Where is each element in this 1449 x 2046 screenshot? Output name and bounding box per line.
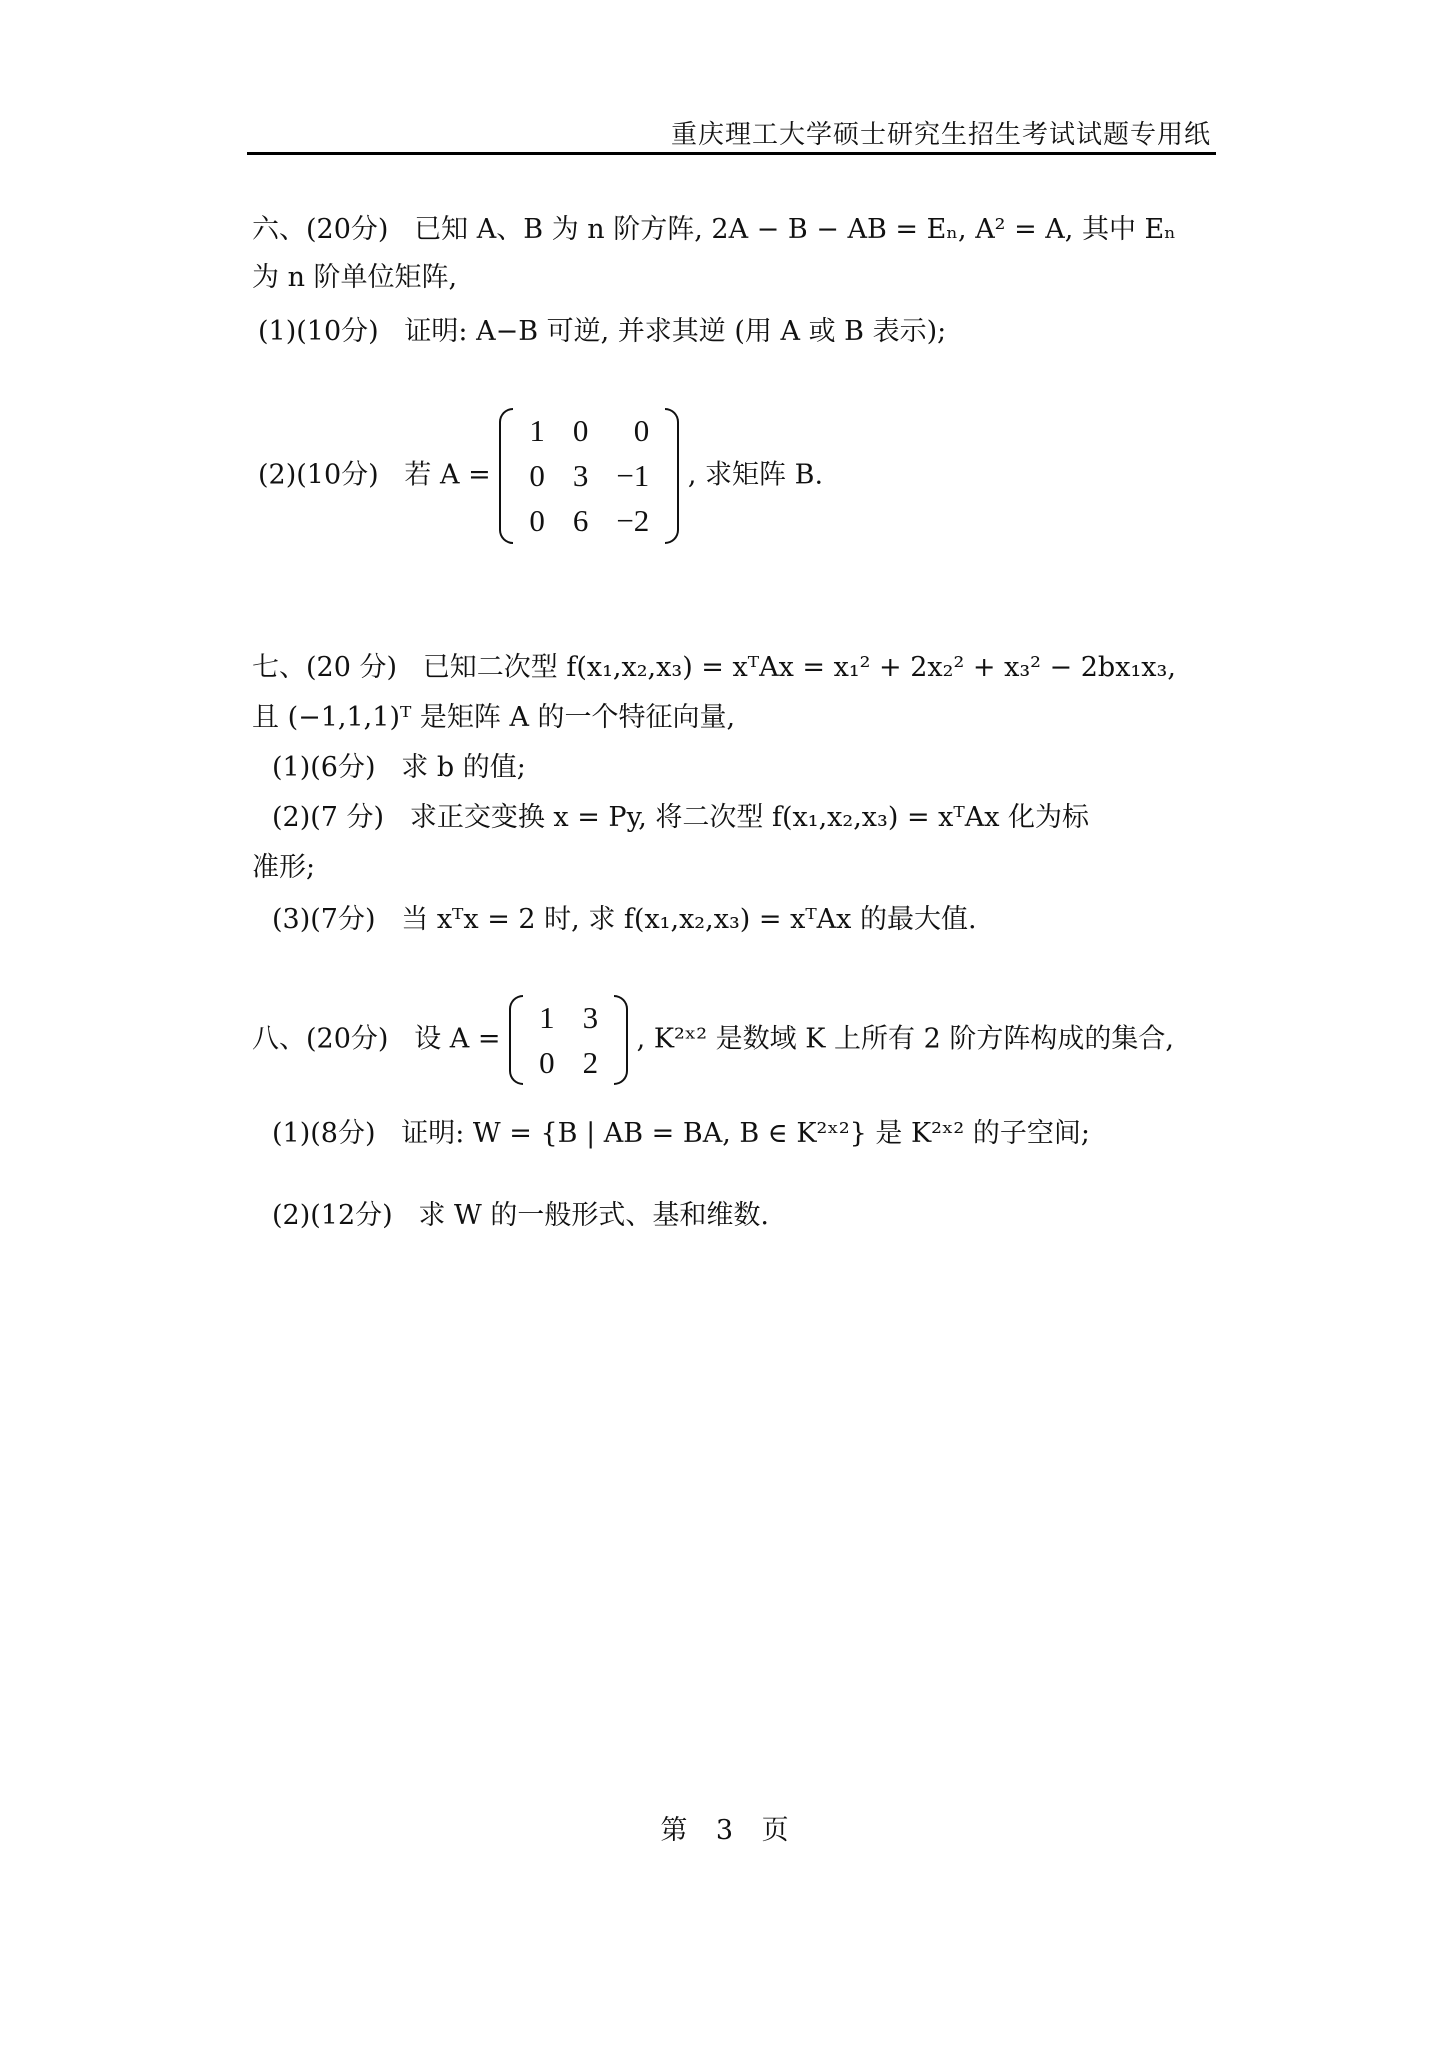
q6-part2-text-after: , 求矩阵 B. (687, 459, 824, 491)
header-rule (247, 152, 1216, 155)
q8-part2-label: (2)(12分) (272, 1200, 393, 1231)
q8-matrix-a: 1 3 0 2 (509, 995, 628, 1085)
q8-number: 八、(20分) (252, 1023, 389, 1055)
q7-part3-label: (3)(7分) (272, 904, 376, 935)
q6-part2-text-before: 若 A = (404, 459, 491, 491)
q6-stem-line1 (252, 214, 1176, 246)
q7-stem-line2: 且 (−1,1,1)ᵀ 是矩阵 A 的一个特征向量, (252, 702, 736, 733)
q7-part2-continuation: 准形; (252, 852, 316, 883)
q7-part3 (272, 904, 977, 936)
q8-part2 (272, 1200, 769, 1232)
q8-part1 (272, 1118, 1090, 1150)
page-number: 第 3 页 (660, 1815, 789, 1846)
q7-part2 (272, 802, 1089, 834)
q8-stem (252, 995, 1174, 1085)
q6-matrix-a: 1 0 0 0 3 −1 0 6 −2 (499, 408, 679, 544)
q8-part2-text: 求 W 的一般形式、基和维数. (418, 1200, 769, 1231)
q7-part1-label: (1)(6分) (272, 752, 376, 783)
q7-part2-label: (2)(7 分) (272, 802, 385, 833)
q6-stem-line2: 为 n 阶单位矩阵, (252, 262, 458, 293)
q6-part2 (258, 408, 823, 544)
q6-stem-text: 已知 A、B 为 n 阶方阵, 2A − B − AB = Eₙ, A² = A, 其中 Eₙ (414, 214, 1176, 245)
q7-number: 七、(20 分) (252, 652, 398, 683)
q7-stem-text: 已知二次型 f(x₁,x₂,x₃) = xᵀAx = x₁² + 2x₂² + x₃² − 2bx₁x₃, (422, 652, 1176, 683)
q7-part1-text: 求 b 的值; (401, 752, 526, 783)
q8-part1-text: 证明: W = {B | AB = BA, B ∈ K²ˣ²} 是 K²ˣ² 的子空间; (401, 1118, 1090, 1149)
q7-part2-text: 求正交变换 x = Py, 将二次型 f(x₁,x₂,x₃) = xᵀAx 化为标 (409, 802, 1090, 833)
q7-stem-line1 (252, 652, 1176, 684)
q8-part1-label: (1)(8分) (272, 1118, 376, 1149)
q6-part1 (258, 316, 946, 348)
q7-part3-text: 当 xᵀx = 2 时, 求 f(x₁,x₂,x₃) = xᵀAx 的最大值. (401, 904, 977, 935)
q6-part1-label: (1)(10分) (258, 316, 379, 347)
exam-paper-header-title: 重庆理工大学硕士研究生招生考试试题专用纸 (670, 120, 1211, 150)
q8-stem-before: 设 A = (414, 1023, 501, 1055)
q7-part1 (272, 752, 526, 784)
q8-stem-after: , K²ˣ² 是数域 K 上所有 2 阶方阵构成的集合, (636, 1023, 1174, 1055)
q6-part2-label: (2)(10分) (258, 459, 379, 491)
q6-number: 六、(20分) (252, 214, 389, 245)
q6-part1-text: 证明: A−B 可逆, 并求其逆 (用 A 或 B 表示); (404, 316, 947, 347)
